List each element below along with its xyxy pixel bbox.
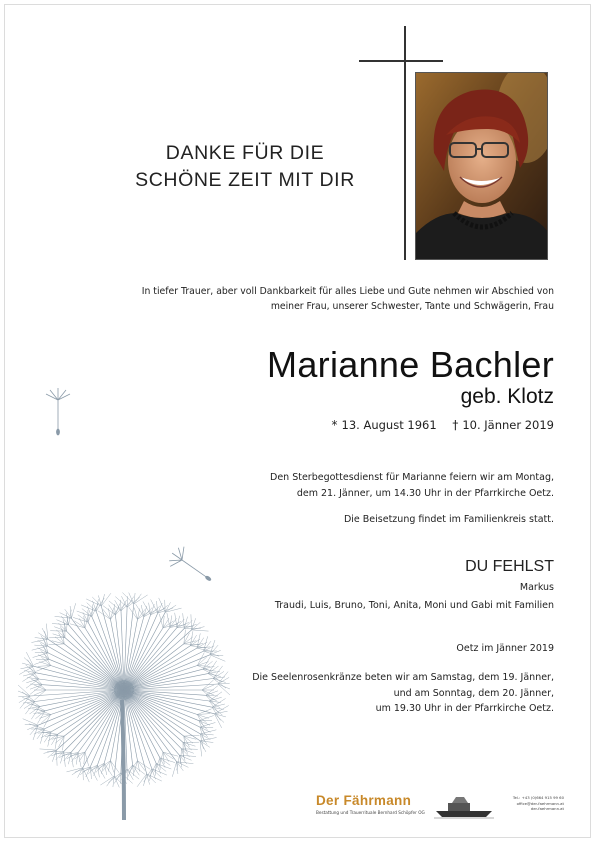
mourner-family: Traudi, Luis, Bruno, Toni, Anita, Moni und Gabi mit Familien	[274, 599, 554, 611]
death-date: 10. Jänner 2019	[462, 418, 554, 432]
seed-icon-2	[165, 543, 217, 590]
birth-date: 13. August 1961	[341, 418, 437, 432]
logo-name: Der Fährmann	[316, 793, 412, 808]
intro-line-2: meiner Frau, unserer Schwester, Tante und Schwägerin, Frau	[270, 301, 554, 312]
dandelion-illustration	[14, 380, 234, 820]
headline-line-1: DANKE FÜR DIE	[165, 142, 325, 164]
ferry-boat-icon	[434, 795, 494, 819]
logo-website: der-faehrmann.at	[530, 806, 564, 811]
service-info	[270, 470, 554, 528]
funeral-home-logo	[316, 793, 566, 827]
rosary-info	[252, 670, 554, 717]
logo-contact-line-1: Tel.: +43 (0)664 915 99 60	[512, 795, 564, 800]
intro-text	[80, 284, 554, 314]
service-line-1: Den Sterbegottesdienst für Marianne feiern wir am Montag,	[270, 472, 554, 483]
mourner-partner: Markus	[519, 582, 554, 593]
seed-icon	[46, 388, 70, 435]
service-line-2: dem 21. Jänner, um 14.30 Uhr in der Pfarrkirche Oetz.	[296, 487, 554, 499]
mourners	[275, 580, 554, 613]
logo-contact-line-2: office@der-faehrmann.at	[516, 800, 564, 806]
headline-line-2: SCHÖNE ZEIT MIT DIR	[135, 169, 355, 191]
headline	[102, 140, 388, 194]
maiden-name: geb. Klotz	[460, 385, 554, 408]
rosary-line-3: um 19.30 Uhr in der Pfarrkirche Oetz.	[375, 703, 554, 714]
death-symbol: †	[452, 418, 459, 432]
burial-note: Die Beisetzung findet im Familienkreis statt.	[343, 514, 554, 525]
rosary-line-1: Die Seelenrosenkränze beten wir am Samstag, dem 19. Jänner,	[252, 672, 554, 683]
intro-line-1: In tiefer Trauer, aber voll Dankbarkeit für alles Liebe und Gute nehmen wir Abschied von	[141, 286, 554, 297]
cross-icon-bar	[359, 60, 443, 62]
logo-tagline: Bestattung und Trauerrituale Bernhard Schöpfer OG	[316, 810, 425, 815]
deceased-name: Marianne Bachler	[267, 344, 554, 385]
logo-contact	[513, 795, 564, 812]
life-dates	[332, 417, 554, 433]
place-date: Oetz im Jänner 2019	[456, 643, 554, 654]
rosary-line-2: und am Sonntag, dem 20. Jänner,	[393, 687, 554, 699]
farewell-title: DU FEHLST	[465, 558, 554, 575]
birth-symbol: *	[331, 418, 338, 432]
portrait-photo	[415, 72, 548, 260]
